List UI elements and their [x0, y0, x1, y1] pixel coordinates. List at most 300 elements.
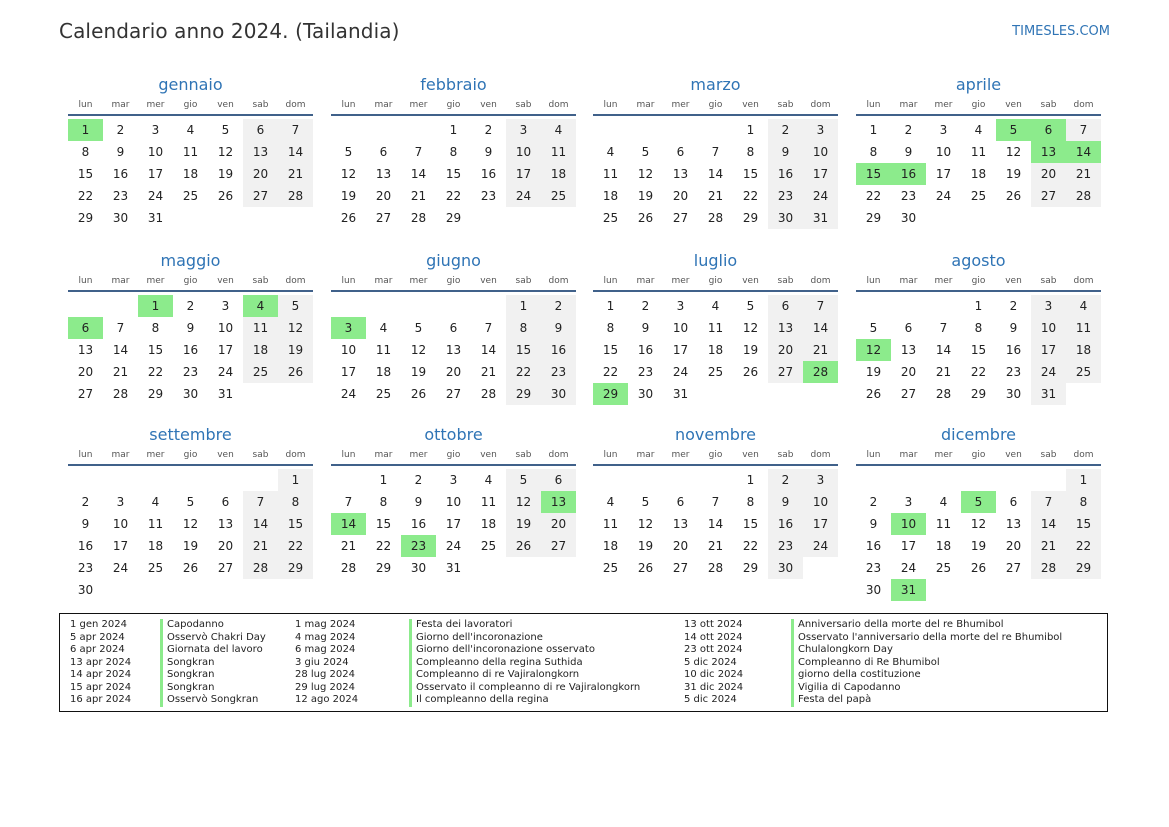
weekday-label: sab	[252, 100, 269, 110]
weekday-label: ven	[1005, 276, 1022, 286]
weekday-label: mar	[899, 276, 918, 286]
day-cell: 10	[803, 141, 838, 163]
day-cell: 6	[904, 321, 913, 335]
holiday-name: Capodanno	[160, 619, 266, 632]
weekday-label: gio	[708, 450, 723, 460]
day-cell: 8	[974, 321, 983, 335]
weekday-label: dom	[1073, 450, 1094, 460]
weekday-label: mer	[409, 276, 428, 286]
weekday-label: gio	[446, 100, 461, 110]
weekday-label: mar	[111, 100, 130, 110]
weekday-label: mer	[146, 450, 165, 460]
day-cell: 4	[606, 145, 615, 159]
day-cell: 19	[217, 167, 234, 181]
day-cell: 11	[602, 167, 619, 181]
day-cell: 28	[1066, 185, 1101, 207]
day-cell: 17	[217, 343, 234, 357]
day-cell: 19	[865, 365, 882, 379]
day-cell: 6	[243, 119, 278, 141]
day-cell: 28	[707, 211, 724, 225]
day-cell: 18	[182, 167, 199, 181]
day-cell: 5	[869, 321, 878, 335]
day-cell: 31	[217, 387, 234, 401]
day-cell: 27	[768, 361, 803, 383]
days-grid	[68, 469, 313, 601]
day-cell: 12	[506, 491, 541, 513]
day-cell: 5	[186, 495, 195, 509]
day-cell: 3	[676, 299, 685, 313]
day-cell: 15	[602, 343, 619, 357]
holiday-legend	[59, 613, 1108, 712]
weekday-header	[331, 274, 576, 292]
weekday-label: mer	[409, 450, 428, 460]
day-cell: 28	[707, 561, 724, 575]
days-grid	[593, 295, 838, 405]
day-cell: 27	[900, 387, 917, 401]
day-cell: 12	[340, 167, 357, 181]
day-cell: 17	[340, 365, 357, 379]
day-cell: 12	[182, 517, 199, 531]
day-cell: 5	[641, 145, 650, 159]
weekday-label: dom	[285, 450, 306, 460]
day-cell: 18	[1066, 339, 1101, 361]
weekday-label: lun	[866, 450, 881, 460]
day-cell: 11	[147, 517, 164, 531]
day-cell: 9	[904, 145, 913, 159]
day-cell: 27	[375, 211, 392, 225]
day-cell: 8	[81, 145, 90, 159]
month-title: dicembre	[940, 425, 1017, 444]
empty-cell	[698, 469, 733, 491]
day-cell: 2	[414, 473, 423, 487]
day-cell: 4	[606, 495, 615, 509]
day-cell: 9	[414, 495, 423, 509]
day-cell: 16	[77, 539, 94, 553]
day-cell: 14	[112, 343, 129, 357]
day-cell: 21	[935, 365, 952, 379]
weekday-label: lun	[866, 100, 881, 110]
day-cell: 30	[865, 583, 882, 597]
weekday-label: gio	[708, 276, 723, 286]
day-cell: 7	[939, 321, 948, 335]
days-grid	[331, 469, 576, 579]
day-cell: 3	[1031, 295, 1066, 317]
month-febbraio	[331, 74, 576, 229]
day-cell: 22	[77, 189, 94, 203]
empty-cell	[926, 469, 961, 491]
day-cell: 14	[707, 167, 724, 181]
day-cell: 11	[480, 495, 497, 509]
day-cell: 29	[970, 387, 987, 401]
day-cell: 6	[1009, 495, 1018, 509]
weekday-label: gio	[971, 450, 986, 460]
weekday-label: gio	[446, 276, 461, 286]
day-cell: 11	[375, 343, 392, 357]
empty-cell	[856, 469, 891, 491]
day-cell: 17	[672, 343, 689, 357]
day-cell: 11	[243, 317, 278, 339]
empty-cell	[891, 295, 926, 317]
day-cell: 2	[81, 495, 90, 509]
day-cell: 11	[707, 321, 724, 335]
day-cell: 20	[445, 365, 462, 379]
weekday-header	[331, 448, 576, 466]
empty-cell	[331, 295, 366, 317]
weekday-label: sab	[777, 100, 794, 110]
month-title: giugno	[426, 251, 481, 270]
holiday-date: 10 dic 2024	[684, 669, 744, 680]
weekday-label: dom	[548, 100, 569, 110]
day-cell: 17	[1031, 339, 1066, 361]
day-cell: 8	[379, 495, 388, 509]
day-cell: 10	[1031, 317, 1066, 339]
day-cell: 20	[672, 539, 689, 553]
month-title: maggio	[160, 251, 221, 270]
month-settembre	[68, 424, 313, 601]
day-cell: 20	[243, 163, 278, 185]
day-cell: 1	[1066, 469, 1101, 491]
weekday-label: mer	[146, 276, 165, 286]
day-cell: 21	[803, 339, 838, 361]
day-cell: 28	[935, 387, 952, 401]
day-cell: 29	[445, 211, 462, 225]
weekday-label: mer	[409, 100, 428, 110]
holiday-name: Compleanno di Re Bhumibol	[791, 657, 1062, 670]
empty-cell	[891, 469, 926, 491]
weekday-header	[593, 448, 838, 466]
day-cell: 10	[217, 321, 234, 335]
day-cell: 19	[970, 539, 987, 553]
weekday-label: sab	[777, 450, 794, 460]
days-grid	[331, 119, 576, 229]
day-cell: 1	[974, 299, 983, 313]
day-cell: 7	[344, 495, 353, 509]
weekday-label: mer	[146, 100, 165, 110]
day-cell: 17	[803, 163, 838, 185]
day-cell: 31	[445, 561, 462, 575]
day-cell: 10	[340, 343, 357, 357]
weekday-label: sab	[1040, 276, 1057, 286]
day-cell: 18	[707, 343, 724, 357]
day-cell: 28	[243, 557, 278, 579]
day-cell: 22	[147, 365, 164, 379]
day-cell: 4	[151, 495, 160, 509]
holiday-date: 31 dic 2024	[684, 681, 744, 693]
holiday-date: 5 dic 2024	[684, 694, 737, 705]
empty-cell	[436, 295, 471, 317]
holiday-name: giorno della costituzione	[791, 669, 1062, 682]
day-cell: 10	[935, 145, 952, 159]
weekday-label: gio	[183, 276, 198, 286]
empty-cell	[1031, 469, 1066, 491]
weekday-label: lun	[78, 276, 93, 286]
day-cell: 4	[711, 299, 720, 313]
weekday-label: sab	[515, 276, 532, 286]
empty-cell	[243, 469, 278, 491]
holiday-name: Giorno dell'incoronazione	[409, 632, 640, 645]
day-cell: 2	[186, 299, 195, 313]
holiday-date: 14 apr 2024	[70, 669, 132, 680]
days-grid	[331, 295, 576, 405]
day-cell: 5	[414, 321, 423, 335]
weekday-label: mar	[374, 450, 393, 460]
days-grid	[593, 119, 838, 229]
day-cell: 24	[1031, 361, 1066, 383]
day-cell: 4	[541, 119, 576, 141]
day-cell: 29	[77, 211, 94, 225]
brand-link[interactable]: TIMESLES.COM	[1012, 24, 1110, 39]
day-cell: 12	[637, 517, 654, 531]
weekday-label: lun	[341, 450, 356, 460]
day-cell: 6	[449, 321, 458, 335]
day-cell: 13	[672, 517, 689, 531]
holiday-dates-col-2	[295, 619, 358, 707]
month-title: luglio	[693, 251, 738, 270]
day-cell: 14	[243, 513, 278, 535]
day-cell: 3	[803, 469, 838, 491]
holiday-name: Osservato il compleanno di re Vajiralongkorn	[409, 682, 640, 695]
holiday-date: 14 ott 2024	[684, 631, 743, 643]
day-cell: 20	[77, 365, 94, 379]
day-cell: 2	[869, 495, 878, 509]
day-cell: 21	[243, 535, 278, 557]
day-cell: 13	[445, 343, 462, 357]
day-cell: 5	[506, 469, 541, 491]
day-cell: 10	[147, 145, 164, 159]
days-grid	[593, 469, 838, 579]
day-cell: 18	[147, 539, 164, 553]
month-title: aprile	[955, 75, 1002, 94]
day-cell: 9	[541, 317, 576, 339]
holiday-day-cell: 23	[401, 535, 436, 557]
day-cell: 26	[278, 361, 313, 383]
days-grid	[68, 295, 313, 405]
holiday-name: Anniversario della morte del re Bhumibol	[791, 619, 1062, 632]
day-cell: 16	[112, 167, 129, 181]
day-cell: 12	[278, 317, 313, 339]
day-cell: 3	[221, 299, 230, 313]
day-cell: 28	[480, 387, 497, 401]
holiday-day-cell: 1	[138, 295, 173, 317]
weekday-label: gio	[446, 450, 461, 460]
day-cell: 17	[803, 513, 838, 535]
weekday-label: gio	[971, 276, 986, 286]
day-cell: 4	[186, 123, 195, 137]
day-cell: 2	[1009, 299, 1018, 313]
day-cell: 11	[935, 517, 952, 531]
holiday-name: Compleanno della regina Suthida	[409, 657, 640, 670]
day-cell: 23	[1005, 365, 1022, 379]
day-cell: 27	[1031, 185, 1066, 207]
holiday-name: Giornata del lavoro	[160, 644, 266, 657]
day-cell: 30	[1005, 387, 1022, 401]
day-cell: 14	[803, 317, 838, 339]
day-cell: 7	[116, 321, 125, 335]
day-cell: 16	[768, 513, 803, 535]
weekday-label: dom	[810, 276, 831, 286]
day-cell: 11	[1066, 317, 1101, 339]
weekday-label: gio	[183, 100, 198, 110]
weekday-label: mer	[671, 276, 690, 286]
day-cell: 25	[480, 539, 497, 553]
weekday-label: mer	[671, 100, 690, 110]
days-grid	[856, 469, 1101, 601]
day-cell: 3	[904, 495, 913, 509]
weekday-label: ven	[1005, 100, 1022, 110]
holiday-name: Songkran	[160, 657, 266, 670]
day-cell: 8	[151, 321, 160, 335]
day-cell: 21	[340, 539, 357, 553]
day-cell: 11	[541, 141, 576, 163]
day-cell: 12	[1005, 145, 1022, 159]
month-giugno	[331, 250, 576, 405]
day-cell: 6	[676, 495, 685, 509]
days-grid	[856, 295, 1101, 405]
empty-cell	[663, 119, 698, 141]
day-cell: 15	[375, 517, 392, 531]
day-cell: 7	[484, 321, 493, 335]
day-cell: 26	[217, 189, 234, 203]
day-cell: 22	[1066, 535, 1101, 557]
day-cell: 26	[1005, 189, 1022, 203]
weekday-label: sab	[1040, 100, 1057, 110]
day-cell: 12	[637, 167, 654, 181]
day-cell: 24	[340, 387, 357, 401]
empty-cell	[331, 119, 366, 141]
day-cell: 10	[803, 491, 838, 513]
day-cell: 20	[672, 189, 689, 203]
holiday-dates-col-1	[70, 619, 131, 707]
day-cell: 26	[506, 535, 541, 557]
day-cell: 8	[746, 145, 755, 159]
day-cell: 26	[637, 561, 654, 575]
weekday-label: sab	[252, 450, 269, 460]
day-cell: 21	[410, 189, 427, 203]
holiday-name: Osservò Chakri Day	[160, 632, 266, 645]
day-cell: 24	[147, 189, 164, 203]
day-cell: 4	[939, 495, 948, 509]
month-title: novembre	[674, 425, 757, 444]
day-cell: 1	[449, 123, 458, 137]
weekday-label: ven	[742, 276, 759, 286]
weekday-label: sab	[515, 100, 532, 110]
weekday-label: mer	[934, 100, 953, 110]
day-cell: 3	[449, 473, 458, 487]
day-cell: 18	[541, 163, 576, 185]
day-cell: 14	[278, 141, 313, 163]
day-cell: 18	[935, 539, 952, 553]
day-cell: 24	[217, 365, 234, 379]
day-cell: 10	[672, 321, 689, 335]
weekday-header	[593, 98, 838, 116]
empty-cell	[208, 469, 243, 491]
day-cell: 2	[116, 123, 125, 137]
day-cell: 19	[182, 539, 199, 553]
month-luglio	[593, 250, 838, 405]
day-cell: 9	[81, 517, 90, 531]
day-cell: 14	[480, 343, 497, 357]
weekday-label: mer	[934, 450, 953, 460]
weekday-header	[856, 274, 1101, 292]
holiday-date: 13 ott 2024	[684, 619, 743, 630]
day-cell: 1	[278, 469, 313, 491]
holiday-day-cell: 5	[996, 119, 1031, 141]
day-cell: 8	[1066, 491, 1101, 513]
day-cell: 16	[410, 517, 427, 531]
weekday-label: lun	[78, 450, 93, 460]
day-cell: 4	[974, 123, 983, 137]
empty-cell	[698, 119, 733, 141]
day-cell: 24	[803, 185, 838, 207]
weekday-label: lun	[866, 276, 881, 286]
day-cell: 16	[480, 167, 497, 181]
day-cell: 22	[506, 361, 541, 383]
day-cell: 13	[243, 141, 278, 163]
month-novembre	[593, 424, 838, 579]
weekday-label: ven	[480, 276, 497, 286]
days-grid	[856, 119, 1101, 229]
day-cell: 19	[340, 189, 357, 203]
weekday-label: lun	[341, 100, 356, 110]
day-cell: 30	[182, 387, 199, 401]
weekday-label: dom	[548, 450, 569, 460]
day-cell: 2	[541, 295, 576, 317]
month-dicembre	[856, 424, 1101, 601]
day-cell: 29	[506, 383, 541, 405]
day-cell: 31	[1031, 383, 1066, 405]
holiday-day-cell: 5	[961, 491, 996, 513]
empty-cell	[173, 469, 208, 491]
weekday-label: lun	[603, 100, 618, 110]
weekday-label: ven	[480, 100, 497, 110]
day-cell: 26	[340, 211, 357, 225]
day-cell: 23	[768, 535, 803, 557]
day-cell: 21	[112, 365, 129, 379]
day-cell: 19	[410, 365, 427, 379]
day-cell: 31	[147, 211, 164, 225]
day-cell: 5	[344, 145, 353, 159]
holiday-day-cell: 3	[331, 317, 366, 339]
empty-cell	[856, 295, 891, 317]
empty-cell	[926, 295, 961, 317]
day-cell: 9	[641, 321, 650, 335]
day-cell: 15	[445, 167, 462, 181]
day-cell: 30	[768, 207, 803, 229]
day-cell: 27	[672, 561, 689, 575]
month-title: febbraio	[420, 75, 487, 94]
day-cell: 6	[541, 469, 576, 491]
day-cell: 27	[77, 387, 94, 401]
day-cell: 27	[672, 211, 689, 225]
weekday-label: sab	[515, 450, 532, 460]
holiday-day-cell: 14	[331, 513, 366, 535]
day-cell: 6	[768, 295, 803, 317]
weekday-label: ven	[217, 276, 234, 286]
empty-cell	[68, 469, 103, 491]
day-cell: 20	[217, 539, 234, 553]
weekday-label: dom	[1073, 276, 1094, 286]
day-cell: 24	[506, 185, 541, 207]
month-agosto	[856, 250, 1101, 405]
day-cell: 8	[278, 491, 313, 513]
day-cell: 23	[112, 189, 129, 203]
day-cell: 26	[182, 561, 199, 575]
month-marzo	[593, 74, 838, 229]
day-cell: 3	[803, 119, 838, 141]
weekday-header	[68, 98, 313, 116]
weekday-label: gio	[708, 100, 723, 110]
day-cell: 30	[768, 557, 803, 579]
